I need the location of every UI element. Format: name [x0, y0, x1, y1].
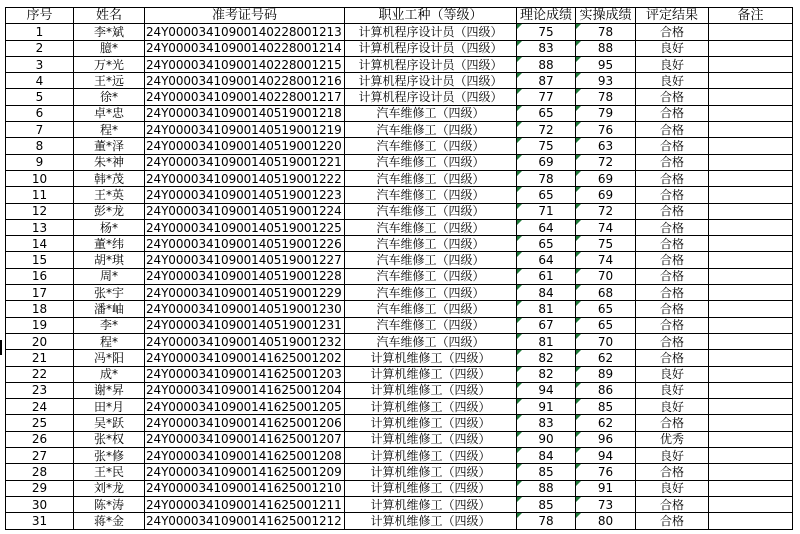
- cell-exam-id[interactable]: 24Y00003410900141625001203: [145, 366, 345, 382]
- cell-theory-score[interactable]: 65: [517, 236, 576, 252]
- table-row: [6, 89, 793, 105]
- cell-occupation[interactable]: 汽车维修工（四级）: [345, 122, 517, 138]
- cell-remark[interactable]: [709, 464, 793, 480]
- table-row: [6, 301, 793, 317]
- cell-name[interactable]: 董*泽: [74, 138, 145, 154]
- cell-result[interactable]: 合格: [636, 333, 709, 349]
- cell-practical-score[interactable]: 63: [576, 138, 636, 154]
- cell-result[interactable]: 合格: [636, 252, 709, 268]
- cell-theory-score[interactable]: 75: [517, 24, 576, 40]
- cell-theory-score[interactable]: 71: [517, 203, 576, 219]
- cell-name[interactable]: 杨*: [74, 219, 145, 235]
- cell-occupation[interactable]: 汽车维修工（四级）: [345, 154, 517, 170]
- cell-exam-id[interactable]: 24Y00003410900140228001217: [145, 89, 345, 105]
- cell-occupation[interactable]: 计算机维修工（四级）: [345, 350, 517, 366]
- cell-remark[interactable]: [709, 203, 793, 219]
- cell-result[interactable]: 优秀: [636, 431, 709, 447]
- cell-remark[interactable]: [709, 138, 793, 154]
- cell-name[interactable]: 王*民: [74, 464, 145, 480]
- cell-exam-id[interactable]: 24Y00003410900140228001213: [145, 24, 345, 40]
- cell-practical-score[interactable]: 72: [576, 203, 636, 219]
- cell-name[interactable]: 田*月: [74, 399, 145, 415]
- cell-theory-score[interactable]: 83: [517, 415, 576, 431]
- cell-remark[interactable]: [709, 333, 793, 349]
- cell-occupation[interactable]: 汽车维修工（四级）: [345, 317, 517, 333]
- cell-exam-id[interactable]: 24Y00003410900141625001204: [145, 382, 345, 398]
- table-row: [6, 236, 793, 252]
- header-index[interactable]: 序号: [6, 8, 74, 24]
- cell-index[interactable]: 5: [6, 89, 74, 105]
- cell-remark[interactable]: [709, 415, 793, 431]
- cell-remark[interactable]: [709, 252, 793, 268]
- cell-practical-score[interactable]: 96: [576, 431, 636, 447]
- cell-name[interactable]: 蒋*金: [74, 513, 145, 529]
- cell-result[interactable]: 良好: [636, 73, 709, 89]
- cell-exam-id[interactable]: 24Y00003410900141625001211: [145, 496, 345, 512]
- cell-remark[interactable]: [709, 317, 793, 333]
- table-row: [6, 496, 793, 512]
- cell-occupation[interactable]: 计算机维修工（四级）: [345, 415, 517, 431]
- cell-practical-score[interactable]: 93: [576, 73, 636, 89]
- cell-practical-score[interactable]: 79: [576, 105, 636, 121]
- cell-result[interactable]: 合格: [636, 285, 709, 301]
- cell-name[interactable]: 程*: [74, 333, 145, 349]
- cell-remark[interactable]: [709, 187, 793, 203]
- cell-name[interactable]: 陈*涛: [74, 496, 145, 512]
- cell-occupation[interactable]: 计算机维修工（四级）: [345, 464, 517, 480]
- cell-exam-id[interactable]: 24Y00003410900141625001206: [145, 415, 345, 431]
- table-row: [6, 24, 793, 40]
- cell-name[interactable]: 潘*岫: [74, 301, 145, 317]
- cell-result[interactable]: 良好: [636, 40, 709, 56]
- cell-theory-score[interactable]: 81: [517, 301, 576, 317]
- cell-index[interactable]: 24: [6, 399, 74, 415]
- cell-index[interactable]: 9: [6, 154, 74, 170]
- cell-result[interactable]: 合格: [636, 317, 709, 333]
- cell-index[interactable]: 23: [6, 382, 74, 398]
- cell-exam-id[interactable]: 24Y00003410900141625001212: [145, 513, 345, 529]
- cell-practical-score[interactable]: 89: [576, 366, 636, 382]
- cell-index[interactable]: 14: [6, 236, 74, 252]
- cell-practical-score[interactable]: 91: [576, 480, 636, 496]
- cell-exam-id[interactable]: 24Y00003410900140519001224: [145, 203, 345, 219]
- cell-practical-score[interactable]: 76: [576, 122, 636, 138]
- header-occupation[interactable]: 职业工种（等级）: [345, 8, 517, 24]
- cell-index[interactable]: 31: [6, 513, 74, 529]
- cell-theory-score[interactable]: 81: [517, 333, 576, 349]
- cell-name[interactable]: 程*: [74, 122, 145, 138]
- table-row: [6, 366, 793, 382]
- cell-occupation[interactable]: 汽车维修工（四级）: [345, 187, 517, 203]
- cell-name[interactable]: 冯*阳: [74, 350, 145, 366]
- cell-name[interactable]: 韩*茂: [74, 170, 145, 186]
- cell-practical-score[interactable]: 65: [576, 317, 636, 333]
- cell-remark[interactable]: [709, 219, 793, 235]
- cell-practical-score[interactable]: 65: [576, 301, 636, 317]
- cell-result[interactable]: 合格: [636, 301, 709, 317]
- table-row: [6, 105, 793, 121]
- cell-name[interactable]: 李*斌: [74, 24, 145, 40]
- table-row: [6, 333, 793, 349]
- cell-index[interactable]: 10: [6, 170, 74, 186]
- cell-occupation[interactable]: 计算机程序设计员（四级）: [345, 40, 517, 56]
- cell-result[interactable]: 良好: [636, 399, 709, 415]
- cell-remark[interactable]: [709, 448, 793, 464]
- cell-result[interactable]: 合格: [636, 236, 709, 252]
- cell-practical-score[interactable]: 68: [576, 285, 636, 301]
- cell-theory-score[interactable]: 94: [517, 382, 576, 398]
- cell-index[interactable]: 27: [6, 448, 74, 464]
- table-row: [6, 415, 793, 431]
- cell-name[interactable]: 王*远: [74, 73, 145, 89]
- cell-result[interactable]: 合格: [636, 415, 709, 431]
- cell-exam-id[interactable]: 24Y00003410900141625001207: [145, 431, 345, 447]
- cell-remark[interactable]: [709, 382, 793, 398]
- cell-index[interactable]: 4: [6, 73, 74, 89]
- cell-practical-score[interactable]: 78: [576, 89, 636, 105]
- cell-exam-id[interactable]: 24Y00003410900140519001229: [145, 285, 345, 301]
- table-row: [6, 122, 793, 138]
- cell-occupation[interactable]: 计算机维修工（四级）: [345, 496, 517, 512]
- cell-remark[interactable]: [709, 431, 793, 447]
- cell-theory-score[interactable]: 78: [517, 170, 576, 186]
- cell-exam-id[interactable]: 24Y00003410900140519001223: [145, 187, 345, 203]
- results-table: [5, 7, 793, 530]
- cell-result[interactable]: 合格: [636, 122, 709, 138]
- cell-result[interactable]: 良好: [636, 366, 709, 382]
- cell-occupation[interactable]: 计算机维修工（四级）: [345, 480, 517, 496]
- cell-exam-id[interactable]: 24Y00003410900140519001218: [145, 105, 345, 121]
- cell-remark[interactable]: [709, 40, 793, 56]
- cell-exam-id[interactable]: 24Y00003410900140228001216: [145, 73, 345, 89]
- cell-result[interactable]: 合格: [636, 268, 709, 284]
- cell-theory-score[interactable]: 67: [517, 317, 576, 333]
- cell-exam-id[interactable]: 24Y00003410900141625001209: [145, 464, 345, 480]
- cell-remark[interactable]: [709, 24, 793, 40]
- cell-theory-score[interactable]: 90: [517, 431, 576, 447]
- cell-occupation[interactable]: 计算机维修工（四级）: [345, 399, 517, 415]
- cell-index[interactable]: 18: [6, 301, 74, 317]
- cell-practical-score[interactable]: 70: [576, 268, 636, 284]
- cell-index[interactable]: 29: [6, 480, 74, 496]
- cell-remark[interactable]: [709, 480, 793, 496]
- cell-remark[interactable]: [709, 268, 793, 284]
- cell-theory-score[interactable]: 65: [517, 105, 576, 121]
- table-row: [6, 285, 793, 301]
- cell-remark[interactable]: [709, 56, 793, 72]
- cell-occupation[interactable]: 汽车维修工（四级）: [345, 285, 517, 301]
- cell-occupation[interactable]: 计算机程序设计员（四级）: [345, 89, 517, 105]
- table-row: [6, 464, 793, 480]
- cell-practical-score[interactable]: 80: [576, 513, 636, 529]
- cell-name[interactable]: 董*纬: [74, 236, 145, 252]
- cell-name[interactable]: 张*权: [74, 431, 145, 447]
- cell-practical-score[interactable]: 62: [576, 415, 636, 431]
- cell-result[interactable]: 合格: [636, 219, 709, 235]
- cell-exam-id[interactable]: 24Y00003410900140519001232: [145, 333, 345, 349]
- cell-index[interactable]: 30: [6, 496, 74, 512]
- cell-exam-id[interactable]: 24Y00003410900140519001221: [145, 154, 345, 170]
- cell-practical-score[interactable]: 74: [576, 219, 636, 235]
- cell-occupation[interactable]: 计算机维修工（四级）: [345, 366, 517, 382]
- header-remark[interactable]: 备注: [709, 8, 793, 24]
- cell-practical-score[interactable]: 78: [576, 24, 636, 40]
- cell-exam-id[interactable]: 24Y00003410900140519001230: [145, 301, 345, 317]
- cell-result[interactable]: 合格: [636, 350, 709, 366]
- cell-name[interactable]: 臆*: [74, 40, 145, 56]
- cell-exam-id[interactable]: 24Y00003410900141625001202: [145, 350, 345, 366]
- cell-theory-score[interactable]: 88: [517, 480, 576, 496]
- cell-remark[interactable]: [709, 366, 793, 382]
- cell-occupation[interactable]: 计算机维修工（四级）: [345, 448, 517, 464]
- cell-index[interactable]: 15: [6, 252, 74, 268]
- cell-theory-score[interactable]: 77: [517, 89, 576, 105]
- cell-theory-score[interactable]: 64: [517, 252, 576, 268]
- cell-theory-score[interactable]: 72: [517, 122, 576, 138]
- cell-index[interactable]: 6: [6, 105, 74, 121]
- table-row: [6, 170, 793, 186]
- cell-occupation[interactable]: 汽车维修工（四级）: [345, 301, 517, 317]
- cell-exam-id[interactable]: 24Y00003410900140519001219: [145, 122, 345, 138]
- cell-practical-score[interactable]: 95: [576, 56, 636, 72]
- cell-remark[interactable]: [709, 154, 793, 170]
- cell-name[interactable]: 彭*龙: [74, 203, 145, 219]
- table-row: [6, 203, 793, 219]
- table-row: [6, 154, 793, 170]
- cell-result[interactable]: 合格: [636, 105, 709, 121]
- cell-practical-score[interactable]: 72: [576, 154, 636, 170]
- cell-name[interactable]: 徐*: [74, 89, 145, 105]
- cell-index[interactable]: 3: [6, 56, 74, 72]
- cell-exam-id[interactable]: 24Y00003410900140519001228: [145, 268, 345, 284]
- cell-name[interactable]: 张*修: [74, 448, 145, 464]
- cell-occupation[interactable]: 汽车维修工（四级）: [345, 105, 517, 121]
- cell-practical-score[interactable]: 62: [576, 350, 636, 366]
- cell-index[interactable]: 16: [6, 268, 74, 284]
- header-name[interactable]: 姓名: [74, 8, 145, 24]
- cell-index[interactable]: 1: [6, 24, 74, 40]
- table-row: [6, 187, 793, 203]
- cell-name[interactable]: 王*英: [74, 187, 145, 203]
- table-row: [6, 73, 793, 89]
- cell-index[interactable]: 22: [6, 366, 74, 382]
- header-theory-score[interactable]: 理论成绩: [517, 8, 576, 24]
- cell-occupation[interactable]: 汽车维修工（四级）: [345, 138, 517, 154]
- table-row: [6, 40, 793, 56]
- cell-index[interactable]: 20: [6, 333, 74, 349]
- cell-remark[interactable]: [709, 89, 793, 105]
- cell-name[interactable]: 成*: [74, 366, 145, 382]
- cell-result[interactable]: 合格: [636, 24, 709, 40]
- cell-theory-score[interactable]: 84: [517, 285, 576, 301]
- cell-occupation[interactable]: 计算机维修工（四级）: [345, 382, 517, 398]
- cell-theory-score[interactable]: 82: [517, 366, 576, 382]
- cell-remark[interactable]: [709, 73, 793, 89]
- table-row: [6, 431, 793, 447]
- cell-occupation[interactable]: 汽车维修工（四级）: [345, 268, 517, 284]
- cell-index[interactable]: 2: [6, 40, 74, 56]
- cell-name[interactable]: 周*: [74, 268, 145, 284]
- cell-occupation[interactable]: 汽车维修工（四级）: [345, 236, 517, 252]
- cell-occupation[interactable]: 计算机程序设计员（四级）: [345, 73, 517, 89]
- cell-theory-score[interactable]: 64: [517, 219, 576, 235]
- table-row: [6, 513, 793, 529]
- cell-remark[interactable]: [709, 496, 793, 512]
- table-row: [6, 317, 793, 333]
- cell-exam-id[interactable]: 24Y00003410900140519001222: [145, 170, 345, 186]
- cell-remark[interactable]: [709, 236, 793, 252]
- cell-occupation[interactable]: 计算机维修工（四级）: [345, 431, 517, 447]
- cell-exam-id[interactable]: 24Y00003410900140519001226: [145, 236, 345, 252]
- cell-remark[interactable]: [709, 513, 793, 529]
- cell-theory-score[interactable]: 83: [517, 40, 576, 56]
- cell-name[interactable]: 万*光: [74, 56, 145, 72]
- cell-result[interactable]: 良好: [636, 480, 709, 496]
- table-row: [6, 56, 793, 72]
- cell-name[interactable]: 胡*琪: [74, 252, 145, 268]
- cell-exam-id[interactable]: 24Y00003410900140519001225: [145, 219, 345, 235]
- cell-theory-score[interactable]: 65: [517, 187, 576, 203]
- cell-index[interactable]: 11: [6, 187, 74, 203]
- cell-exam-id[interactable]: 24Y00003410900140519001231: [145, 317, 345, 333]
- table-row: [6, 382, 793, 398]
- table-row: [6, 219, 793, 235]
- cell-index[interactable]: 12: [6, 203, 74, 219]
- cell-result[interactable]: 合格: [636, 187, 709, 203]
- header-result[interactable]: 评定结果: [636, 8, 709, 24]
- cell-result[interactable]: 合格: [636, 496, 709, 512]
- cell-name[interactable]: 李*: [74, 317, 145, 333]
- cell-theory-score[interactable]: 88: [517, 56, 576, 72]
- cell-occupation[interactable]: 汽车维修工（四级）: [345, 203, 517, 219]
- cell-name[interactable]: 张*宇: [74, 285, 145, 301]
- cell-index[interactable]: 21: [6, 350, 74, 366]
- cell-practical-score[interactable]: 86: [576, 382, 636, 398]
- table-row: [6, 268, 793, 284]
- cell-remark[interactable]: [709, 170, 793, 186]
- cell-result[interactable]: 良好: [636, 448, 709, 464]
- cell-theory-score[interactable]: 69: [517, 154, 576, 170]
- cell-theory-score[interactable]: 82: [517, 350, 576, 366]
- cell-name[interactable]: 吴*跃: [74, 415, 145, 431]
- cell-practical-score[interactable]: 69: [576, 187, 636, 203]
- table-row: [6, 350, 793, 366]
- cell-result[interactable]: 合格: [636, 138, 709, 154]
- cell-result[interactable]: 良好: [636, 382, 709, 398]
- cell-remark[interactable]: [709, 105, 793, 121]
- cell-theory-score[interactable]: 87: [517, 73, 576, 89]
- cell-exam-id[interactable]: 24Y00003410900140228001214: [145, 40, 345, 56]
- cell-occupation[interactable]: 汽车维修工（四级）: [345, 252, 517, 268]
- cell-practical-score[interactable]: 73: [576, 496, 636, 512]
- cell-practical-score[interactable]: 74: [576, 252, 636, 268]
- cell-index[interactable]: 8: [6, 138, 74, 154]
- cell-theory-score[interactable]: 85: [517, 496, 576, 512]
- cell-theory-score[interactable]: 84: [517, 448, 576, 464]
- cell-index[interactable]: 19: [6, 317, 74, 333]
- cell-name[interactable]: 谢*昇: [74, 382, 145, 398]
- cell-exam-id[interactable]: 24Y00003410900141625001210: [145, 480, 345, 496]
- table-row: [6, 480, 793, 496]
- cell-remark[interactable]: [709, 285, 793, 301]
- cell-remark[interactable]: [709, 301, 793, 317]
- table-row: [6, 448, 793, 464]
- cell-result[interactable]: 良好: [636, 56, 709, 72]
- cell-theory-score[interactable]: 61: [517, 268, 576, 284]
- cell-index[interactable]: 28: [6, 464, 74, 480]
- cell-practical-score[interactable]: 70: [576, 333, 636, 349]
- cell-result[interactable]: 合格: [636, 464, 709, 480]
- cell-exam-id[interactable]: 24Y00003410900140519001220: [145, 138, 345, 154]
- cell-practical-score[interactable]: 88: [576, 40, 636, 56]
- cell-occupation[interactable]: 汽车维修工（四级）: [345, 333, 517, 349]
- cell-occupation[interactable]: 汽车维修工（四级）: [345, 219, 517, 235]
- cell-name[interactable]: 朱*神: [74, 154, 145, 170]
- table-row: [6, 252, 793, 268]
- cell-practical-score[interactable]: 85: [576, 399, 636, 415]
- cell-index[interactable]: 25: [6, 415, 74, 431]
- header-row: [6, 8, 793, 24]
- cell-occupation[interactable]: 计算机程序设计员（四级）: [345, 24, 517, 40]
- cell-index[interactable]: 17: [6, 285, 74, 301]
- cell-practical-score[interactable]: 76: [576, 464, 636, 480]
- cell-result[interactable]: 合格: [636, 89, 709, 105]
- cell-practical-score[interactable]: 94: [576, 448, 636, 464]
- cell-remark[interactable]: [709, 350, 793, 366]
- header-exam-id[interactable]: 准考证号码: [145, 8, 345, 24]
- cell-index[interactable]: 7: [6, 122, 74, 138]
- cell-occupation[interactable]: 计算机维修工（四级）: [345, 513, 517, 529]
- cell-exam-id[interactable]: 24Y00003410900141625001205: [145, 399, 345, 415]
- header-practical-score[interactable]: 实操成绩: [576, 8, 636, 24]
- cell-practical-score[interactable]: 75: [576, 236, 636, 252]
- cell-theory-score[interactable]: 75: [517, 138, 576, 154]
- cell-name[interactable]: 刘*龙: [74, 480, 145, 496]
- cell-remark[interactable]: [709, 122, 793, 138]
- cell-result[interactable]: 合格: [636, 203, 709, 219]
- cell-name[interactable]: 卓*忠: [74, 105, 145, 121]
- cell-theory-score[interactable]: 91: [517, 399, 576, 415]
- cell-occupation[interactable]: 汽车维修工（四级）: [345, 170, 517, 186]
- cell-exam-id[interactable]: 24Y00003410900140519001227: [145, 252, 345, 268]
- cell-result[interactable]: 合格: [636, 170, 709, 186]
- cell-exam-id[interactable]: 24Y00003410900140228001215: [145, 56, 345, 72]
- cell-index[interactable]: 13: [6, 219, 74, 235]
- cell-theory-score[interactable]: 78: [517, 513, 576, 529]
- table-row: [6, 138, 793, 154]
- cell-exam-id[interactable]: 24Y00003410900141625001208: [145, 448, 345, 464]
- cell-result[interactable]: 合格: [636, 513, 709, 529]
- cell-index[interactable]: 26: [6, 431, 74, 447]
- cell-theory-score[interactable]: 85: [517, 464, 576, 480]
- cell-occupation[interactable]: 计算机程序设计员（四级）: [345, 56, 517, 72]
- cell-result[interactable]: 合格: [636, 154, 709, 170]
- cell-practical-score[interactable]: 69: [576, 170, 636, 186]
- cell-remark[interactable]: [709, 399, 793, 415]
- table-row: [6, 399, 793, 415]
